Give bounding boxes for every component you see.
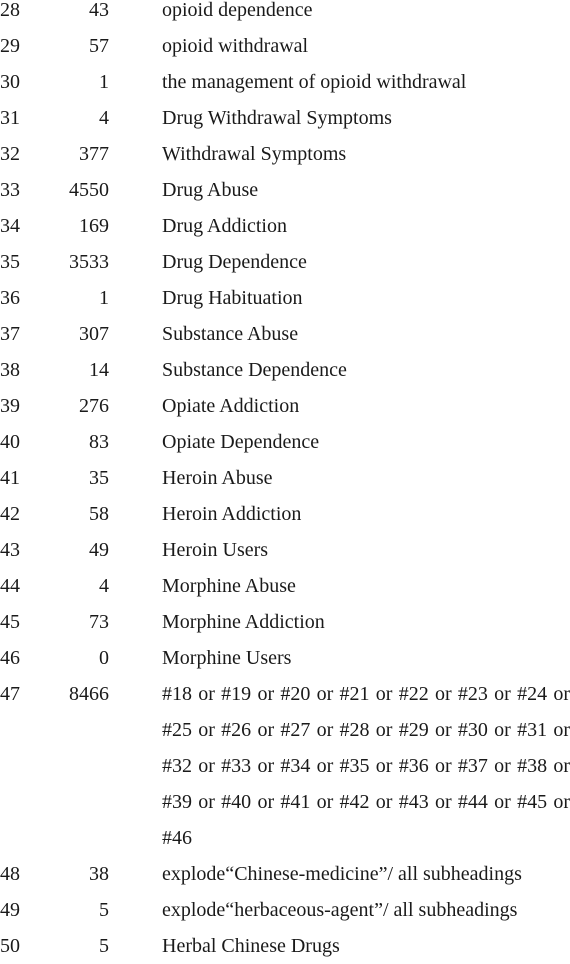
table-row	[0, 136, 570, 172]
table-row	[0, 928, 570, 964]
result-count: 5	[99, 935, 109, 957]
table-row	[0, 676, 570, 856]
table-row	[0, 424, 570, 460]
search-query: Morphine Abuse	[162, 575, 296, 597]
row-number: 29	[0, 35, 20, 57]
table-row	[0, 460, 570, 496]
search-query: opioid dependence	[162, 0, 313, 21]
result-count: 58	[89, 503, 109, 525]
result-count: 377	[79, 143, 109, 165]
search-query: Substance Dependence	[162, 359, 347, 381]
row-number: 48	[0, 863, 20, 885]
row-number: 39	[0, 395, 20, 417]
result-count: 83	[89, 431, 109, 453]
search-query: Heroin Addiction	[162, 503, 302, 525]
row-number: 40	[0, 431, 20, 453]
row-number: 32	[0, 143, 20, 165]
row-number: 47	[0, 683, 20, 705]
search-query: Herbal Chinese Drugs	[162, 935, 340, 957]
search-query: opioid withdrawal	[162, 35, 309, 57]
table-row	[0, 64, 570, 100]
table-row	[0, 208, 570, 244]
result-count: 0	[99, 647, 109, 669]
result-count: 43	[89, 0, 109, 21]
table-row	[0, 316, 570, 352]
row-number: 45	[0, 611, 20, 633]
row-number: 34	[0, 215, 20, 237]
result-count: 14	[89, 359, 109, 381]
table-row	[0, 28, 570, 64]
result-count: 1	[99, 71, 109, 93]
row-number: 31	[0, 107, 20, 129]
table-row	[0, 892, 570, 928]
table-row	[0, 856, 570, 892]
search-query: explode“herbaceous-agent”/ all subheadings	[162, 899, 518, 921]
result-count: 4	[99, 575, 109, 597]
result-count: 307	[79, 323, 109, 345]
search-query: Drug Withdrawal Symptoms	[162, 107, 392, 129]
search-query: Withdrawal Symptoms	[162, 143, 347, 165]
result-count: 169	[79, 215, 109, 237]
table-row	[0, 100, 570, 136]
result-count: 4550	[69, 179, 109, 201]
result-count: 8466	[69, 683, 109, 705]
table-row	[0, 496, 570, 532]
row-number: 37	[0, 323, 20, 345]
search-query: Drug Dependence	[162, 251, 307, 273]
row-number: 28	[0, 0, 20, 21]
table-row	[0, 280, 570, 316]
search-query: explode“Chinese-medicine”/ all subheadings	[162, 863, 522, 885]
row-number: 44	[0, 575, 20, 597]
result-count: 5	[99, 899, 109, 921]
result-count: 38	[89, 863, 109, 885]
table-row	[0, 172, 570, 208]
search-query: #18 or #19 or #20 or #21 or #22 or #23 or #24 or #25 or #26 or #27 or #28 or #29 or #30 or #31 or #32 or #33 or #34 or #35 or #36 or #37 or #38 or #39 or #40 or #41 or #42 or #43 or #44 or #45 or #46	[162, 683, 570, 849]
row-number: 41	[0, 467, 20, 489]
result-count: 73	[89, 611, 109, 633]
search-query: Heroin Abuse	[162, 467, 273, 489]
row-number: 49	[0, 899, 20, 921]
result-count: 1	[99, 287, 109, 309]
row-number: 50	[0, 935, 20, 957]
table-row	[0, 388, 570, 424]
row-number: 42	[0, 503, 20, 525]
row-number: 30	[0, 71, 20, 93]
table-row	[0, 568, 570, 604]
result-count: 3533	[69, 251, 109, 273]
table-row	[0, 244, 570, 280]
search-query: the management of opioid withdrawal	[162, 71, 467, 93]
result-count: 4	[99, 107, 109, 129]
result-count: 35	[89, 467, 109, 489]
row-number: 38	[0, 359, 20, 381]
search-query: Opiate Addiction	[162, 395, 300, 417]
row-number: 36	[0, 287, 20, 309]
row-number: 35	[0, 251, 20, 273]
result-count: 49	[89, 539, 109, 561]
search-query: Drug Abuse	[162, 179, 259, 201]
row-number: 43	[0, 539, 20, 561]
row-number: 46	[0, 647, 20, 669]
table-row	[0, 352, 570, 388]
search-query: Heroin Users	[162, 539, 269, 561]
row-number: 33	[0, 179, 20, 201]
result-count: 57	[89, 35, 109, 57]
table-row	[0, 640, 570, 676]
search-query: Morphine Addiction	[162, 611, 325, 633]
table-row	[0, 604, 570, 640]
result-count: 276	[79, 395, 109, 417]
table-row	[0, 0, 570, 28]
search-query: Opiate Dependence	[162, 431, 320, 453]
search-query: Morphine Users	[162, 647, 292, 669]
search-query: Drug Addiction	[162, 215, 287, 237]
search-query: Drug Habituation	[162, 287, 303, 309]
table-row	[0, 532, 570, 568]
search-query: Substance Abuse	[162, 323, 299, 345]
